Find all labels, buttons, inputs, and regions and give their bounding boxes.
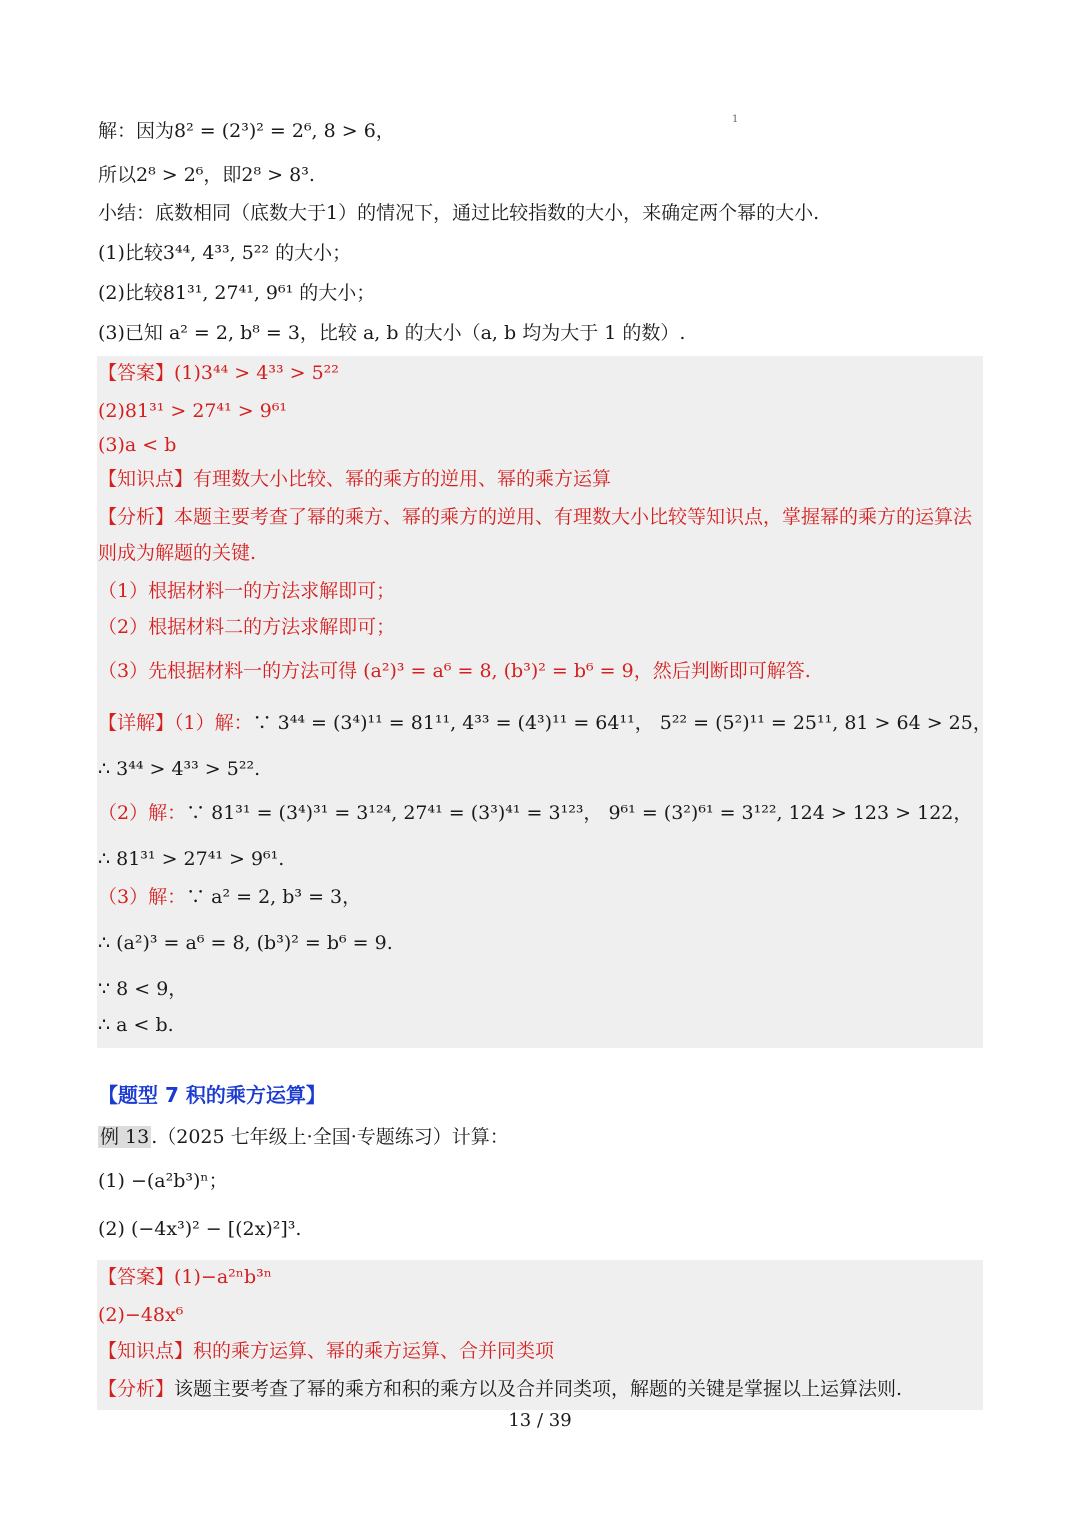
- detail-3-derive: ∴ (a²)³ = a⁶ = 8, (b³)² = b⁶ = 9.: [98, 932, 393, 954]
- answer-1: (1)3⁴⁴ > 4³³ > 5²²: [174, 362, 339, 384]
- answer-line-1: [98, 360, 339, 386]
- analysis-line-1: [98, 504, 972, 530]
- analysis-step-1: （1）根据材料一的方法求解即可；: [98, 580, 396, 602]
- answer-tag: 【答案】: [98, 362, 175, 384]
- answer-2-item-2: (2)−48x⁶: [98, 1304, 184, 1326]
- section-title: 【题型 7 积的乘方运算】: [98, 1083, 326, 1107]
- answer-2-line-1: [98, 1264, 272, 1290]
- question-2: (2)比较81³¹, 27⁴¹, 9⁶¹ 的大小；: [98, 282, 376, 304]
- answer-2-item-1: (1)−a²ⁿb³ⁿ: [174, 1266, 273, 1288]
- detail-1-label: （1）解：: [174, 712, 253, 734]
- example-item-2: (2) (−4x³)² − [(2x)²]³.: [98, 1218, 302, 1240]
- analysis-2-line: [98, 1376, 902, 1402]
- answer-3: (3)a < b: [98, 434, 177, 456]
- detail-line-2: [98, 800, 972, 826]
- example-item-1: (1) −(a²b³)ⁿ；: [98, 1170, 228, 1192]
- answer-2: (2)81³¹ > 27⁴¹ > 9⁶¹: [98, 400, 288, 422]
- detail-2-conclusion: ∴ 81³¹ > 27⁴¹ > 9⁶¹.: [98, 848, 285, 870]
- detail-3-compare: ∵ 8 < 9，: [98, 978, 188, 1000]
- example-header: [98, 1124, 509, 1150]
- detail-tag: 【详解】: [98, 712, 175, 734]
- solution-line: 解：因为8² = (2³)² = 2⁶, 8 > 6，: [98, 120, 395, 142]
- detail-2-label: （2）解：: [98, 802, 187, 824]
- example-label: 例 13: [100, 1126, 150, 1148]
- knowledge-line: [98, 466, 611, 492]
- analysis-2-text: 该题主要考查了幂的乘方和积的乘方以及合并同类项，解题的关键是掌握以上运算法则.: [174, 1378, 903, 1400]
- page-number: 13 / 39: [508, 1410, 572, 1431]
- analysis-2-tag: 【分析】: [98, 1378, 175, 1400]
- detail-1-conclusion: ∴ 3⁴⁴ > 4³³ > 5²².: [98, 758, 261, 780]
- analysis-step-2: （2）根据材料二的方法求解即可；: [98, 616, 396, 638]
- summary-line: 小结：底数相同（底数大于1）的情况下，通过比较指数的大小，来确定两个幂的大小.: [98, 202, 820, 224]
- detail-line-3: [98, 884, 361, 910]
- analysis-step-3: （3）先根据材料一的方法可得 (a²)³ = a⁶ = 8, (b³)² = b⁶ = 9，然后判断即可解答.: [98, 660, 811, 682]
- question-1: (1)比较3⁴⁴, 4³³, 5²² 的大小；: [98, 242, 352, 264]
- detail-line-1: [98, 710, 992, 736]
- analysis-text-1: 本题主要考查了幂的乘方、幂的乘方的逆用、有理数大小比较等知识点，掌握幂的乘方的运算法: [174, 506, 973, 528]
- example-source: .（2025 七年级上·全国·专题练习）计算：: [151, 1126, 509, 1148]
- conclusion-line: 所以2⁸ > 2⁶，即2⁸ > 8³.: [98, 164, 315, 186]
- page-marker: 1: [732, 114, 739, 125]
- knowledge-2-text: 积的乘方运算、幂的乘方运算、合并同类项: [193, 1340, 555, 1362]
- knowledge-2-line: [98, 1338, 554, 1364]
- detail-3-conclusion: ∴ a < b.: [98, 1014, 174, 1036]
- analysis-text-2: 则成为解题的关键.: [98, 542, 257, 564]
- knowledge-2-tag: 【知识点】: [98, 1340, 194, 1362]
- detail-3-label: （3）解：: [98, 886, 187, 908]
- answer-2-tag: 【答案】: [98, 1266, 175, 1288]
- knowledge-text: 有理数大小比较、幂的乘方的逆用、幂的乘方运算: [193, 468, 612, 490]
- detail-1-work: ∵ 3⁴⁴ = (3⁴)¹¹ = 81¹¹, 4³³ = (4³)¹¹ = 64¹¹， 5²² = (5²)¹¹ = 25¹¹, 81 > 64 > 25，: [252, 712, 992, 734]
- detail-2-work: ∵ 81³¹ = (3⁴)³¹ = 3¹²⁴, 27⁴¹ = (3³)⁴¹ = 3¹²³， 9⁶¹ = (3²)⁶¹ = 3¹²², 124 > 123 > 122，: [186, 802, 973, 824]
- detail-3-given: ∵ a² = 2, b³ = 3，: [186, 886, 362, 908]
- analysis-tag: 【分析】: [98, 506, 175, 528]
- knowledge-tag: 【知识点】: [98, 468, 194, 490]
- question-3: (3)已知 a² = 2, b⁸ = 3，比较 a, b 的大小（a, b 均为大于 1 的数）.: [98, 322, 686, 344]
